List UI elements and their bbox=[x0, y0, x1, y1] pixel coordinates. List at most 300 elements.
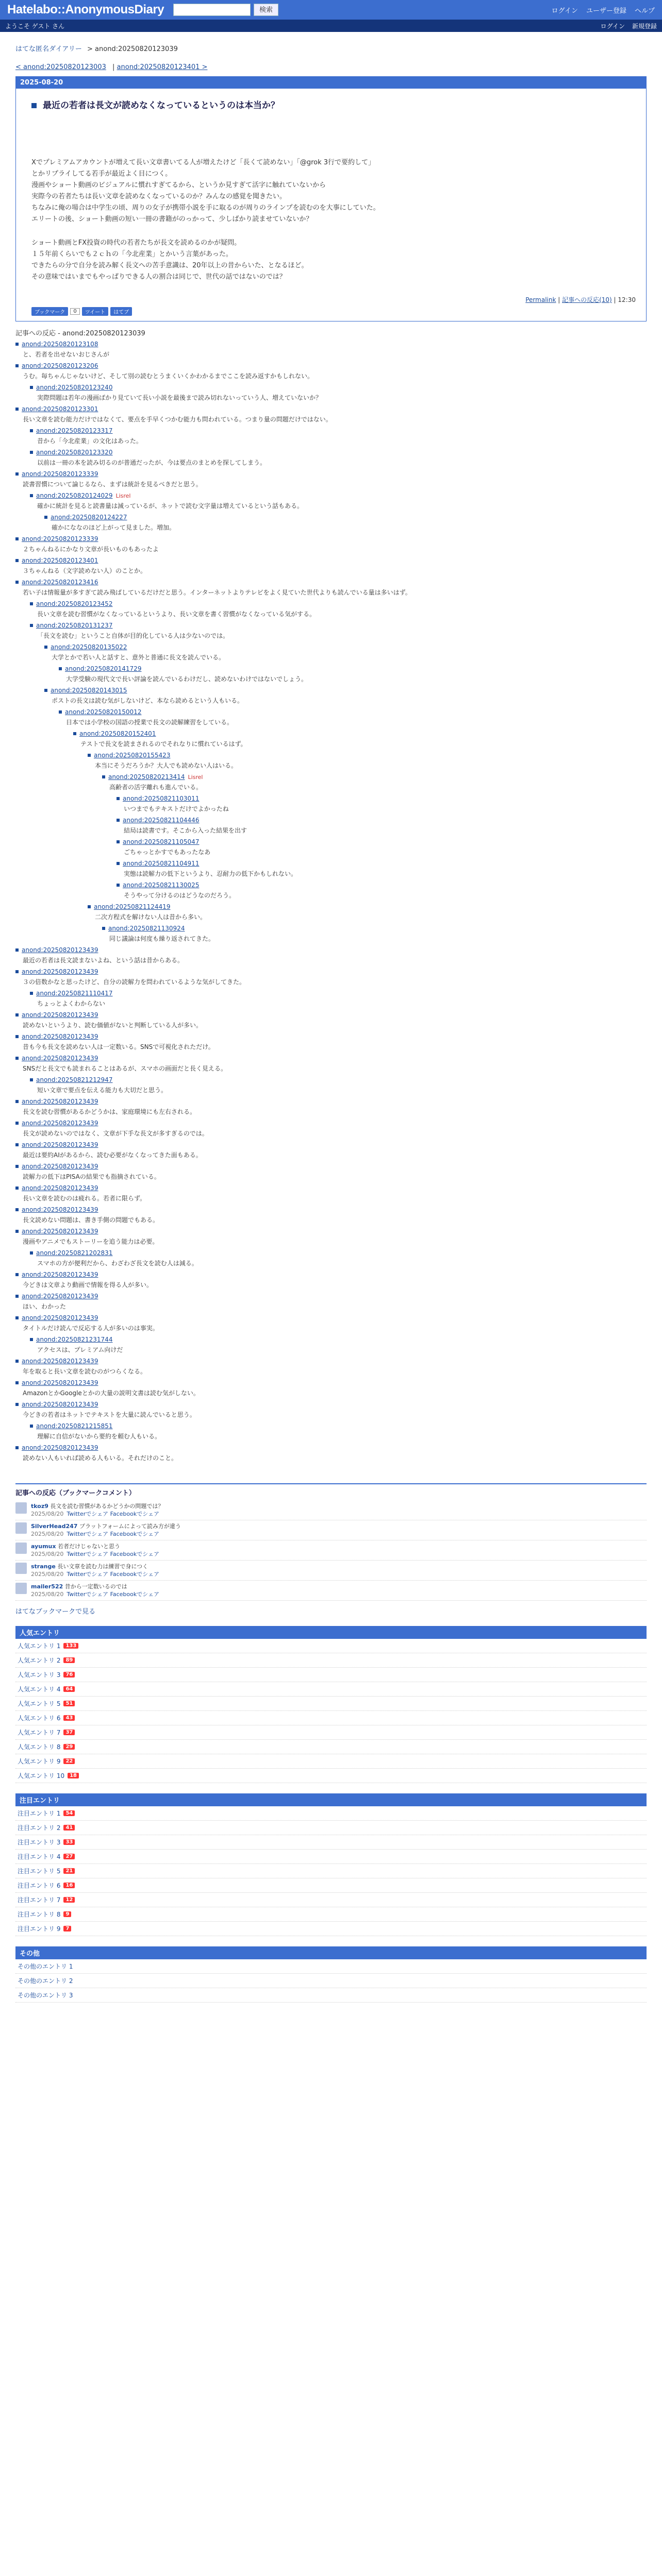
reply-link[interactable]: anond:20250820143015 bbox=[51, 687, 127, 694]
entry-paragraph bbox=[31, 225, 636, 238]
reply-item bbox=[15, 1141, 662, 1160]
popular-link[interactable]: 人気エントリ 2 bbox=[18, 1657, 61, 1664]
reply-link[interactable]: anond:20250821202831 bbox=[36, 1249, 113, 1257]
popular-item bbox=[15, 1769, 647, 1783]
reply-text: と、若者を出せないおじさんが bbox=[23, 351, 110, 358]
reply-header bbox=[59, 708, 662, 716]
popular-link[interactable]: 人気エントリ 5 bbox=[18, 1700, 61, 1707]
entry-paragraph: 漫画やショート動画のビジュアルに慣れすぎてるから、というか見すぎて活字に触れていないから bbox=[31, 181, 326, 189]
reply-header bbox=[15, 968, 662, 975]
reply-children bbox=[102, 773, 662, 900]
reply-item bbox=[15, 362, 662, 402]
reply-bullet-icon bbox=[117, 862, 120, 865]
reply-children bbox=[44, 643, 662, 943]
reply-text: 最近は要約AIがあるから、読む必要がなくなってきた面もある。 bbox=[23, 1151, 202, 1159]
reply-user[interactable]: Lisrel bbox=[115, 492, 131, 499]
reply-link[interactable]: anond:20250820123439 bbox=[22, 1098, 98, 1105]
bookmark-facebook-link[interactable]: Facebookでシェア bbox=[110, 1511, 160, 1517]
reply-item bbox=[15, 968, 662, 1008]
popular-link[interactable]: 人気エントリ 4 bbox=[18, 1686, 61, 1693]
reply-item bbox=[15, 1163, 662, 1181]
subnav-register[interactable]: 新規登録 bbox=[632, 22, 657, 30]
reply-bullet-icon bbox=[15, 581, 19, 584]
entry-body bbox=[31, 157, 636, 283]
reply-header bbox=[15, 341, 662, 348]
reply-item bbox=[15, 1314, 662, 1354]
reply-text: 確かにななのほど上がって見ました。増加。 bbox=[52, 524, 176, 531]
reply-link[interactable]: anond:20250820135022 bbox=[51, 643, 127, 651]
reply-link[interactable]: anond:20250820123439 bbox=[22, 1163, 98, 1170]
reply-item bbox=[15, 1011, 662, 1030]
reply-link[interactable]: anond:20250820123108 bbox=[22, 341, 98, 348]
bookmark-count-badge[interactable]: 41 bbox=[63, 1825, 75, 1831]
reply-link[interactable]: anond:20250821231744 bbox=[36, 1336, 113, 1343]
reply-text: SNSだと長文でも読まれることはあるが、スマホの画面だと長く見える。 bbox=[23, 1065, 227, 1072]
reply-item bbox=[15, 1206, 662, 1225]
misc-item bbox=[15, 1974, 647, 1988]
bookmark-row bbox=[15, 1500, 647, 1520]
popular-item bbox=[15, 1754, 647, 1769]
reply-header bbox=[15, 1055, 662, 1062]
welcome-text: ようこそ ゲスト さん bbox=[5, 22, 65, 30]
misc-title: その他 bbox=[15, 1946, 647, 1959]
bookmark-count-badge[interactable]: 22 bbox=[63, 1758, 75, 1764]
reply-header bbox=[15, 1293, 662, 1300]
reply-header bbox=[15, 1141, 662, 1148]
reply-link[interactable]: anond:20250820123439 bbox=[22, 1011, 98, 1019]
entry-date: 2025-08-20 bbox=[16, 77, 646, 89]
reply-bullet-icon bbox=[117, 884, 120, 887]
reply-header bbox=[15, 405, 662, 413]
bookmark-date: 2025/08/20 bbox=[31, 1531, 64, 1537]
reply-item bbox=[30, 1336, 662, 1354]
notable-link[interactable]: 注目エントリ 6 bbox=[18, 1882, 61, 1889]
bookmark-count-badge[interactable]: 27 bbox=[63, 1854, 75, 1859]
misc-link[interactable]: その他のエントリ 2 bbox=[18, 1977, 73, 1985]
trackback-link[interactable]: 記事への反応(10) bbox=[562, 296, 612, 303]
bookmark-count-badge[interactable]: 12 bbox=[63, 1897, 75, 1903]
notable-link[interactable]: 注目エントリ 9 bbox=[18, 1925, 61, 1933]
bookmark-twitter-link[interactable]: Twitterでシェア bbox=[67, 1571, 109, 1578]
title-bullet-icon bbox=[31, 103, 37, 108]
bookmark-count-badge[interactable]: 29 bbox=[63, 1744, 75, 1750]
bookmark-count-badge[interactable]: 64 bbox=[63, 1686, 75, 1692]
reply-bullet-icon bbox=[15, 1035, 19, 1038]
reply-link[interactable]: anond:20250821105047 bbox=[123, 838, 200, 845]
reply-bullet-icon bbox=[30, 1425, 33, 1428]
reply-children bbox=[30, 990, 662, 1008]
reply-item bbox=[102, 925, 662, 943]
reply-link[interactable]: anond:20250820123439 bbox=[22, 946, 98, 954]
bookmark-user[interactable]: ayumux bbox=[31, 1543, 56, 1550]
bookmark-twitter-link[interactable]: Twitterでシェア bbox=[67, 1531, 109, 1537]
popular-link[interactable]: 人気エントリ 10 bbox=[18, 1772, 65, 1780]
notable-link[interactable]: 注目エントリ 3 bbox=[18, 1839, 61, 1846]
reply-header bbox=[15, 946, 662, 954]
reply-link[interactable]: anond:20250821212947 bbox=[36, 1076, 113, 1083]
reply-text: 大学とかで若い人と話すと、意外と普通に長文を読んでいる。 bbox=[52, 654, 225, 661]
bookmark-count-badge[interactable]: 76 bbox=[63, 1672, 75, 1677]
reply-tree bbox=[15, 341, 662, 1463]
bookmark-count-badge[interactable]: 43 bbox=[63, 1715, 75, 1721]
reply-link[interactable]: anond:20250820123439 bbox=[22, 1120, 98, 1127]
reply-bullet-icon bbox=[30, 602, 33, 605]
bookmark-count-badge[interactable]: 9 bbox=[63, 1911, 71, 1917]
reply-text: 結局は読書です。そこから入った結果を出す bbox=[124, 827, 247, 834]
reply-link[interactable]: anond:20250820123439 bbox=[22, 1293, 98, 1300]
entry-paragraph: できたらの分で自分を読み解く長文への苦手意識は、20年以上の昔からいた、となるほど。 bbox=[31, 262, 308, 269]
bookmark-user[interactable]: SilverHead247 bbox=[31, 1523, 78, 1530]
bookmark-row bbox=[15, 1540, 647, 1561]
reply-header bbox=[117, 795, 662, 802]
bookmark-facebook-link[interactable]: Facebookでシェア bbox=[110, 1591, 160, 1598]
reply-link[interactable]: anond:20250821130025 bbox=[123, 882, 200, 889]
reply-text: 日本では小学校の国語の授業で長文の読解練習をしている。 bbox=[66, 719, 234, 726]
reply-bullet-icon bbox=[15, 1381, 19, 1384]
reply-link[interactable]: anond:20250820123439 bbox=[22, 1141, 98, 1148]
reply-header bbox=[44, 643, 662, 651]
reply-item bbox=[117, 817, 662, 835]
reply-text: AmazonとかGoogleとかの大量の説明文書は読む気がしない。 bbox=[23, 1389, 200, 1397]
reply-text: 昔も今も長文を読めない人は一定数いる。SNSで可視化されただけ。 bbox=[23, 1043, 214, 1050]
bookmark-more-link[interactable]: はてなブックマークで見る bbox=[15, 1608, 96, 1616]
bookmark-facebook-link[interactable]: Facebookでシェア bbox=[110, 1571, 160, 1578]
reply-header bbox=[30, 1249, 662, 1257]
entry-paragraph: 実際今の若者たちは長い文章を読めなくなっているのか？みんなの感覚を聞きたい。 bbox=[31, 193, 287, 200]
reply-bullet-icon bbox=[30, 1338, 33, 1341]
reply-text: うむ。毎ちゃんじゃないけど、そして別の読むとうまくいくかわかるまでここを読み返すかもしれない。 bbox=[23, 372, 314, 380]
reply-link[interactable]: anond:20250820131237 bbox=[36, 622, 113, 629]
reply-bullet-icon bbox=[30, 1078, 33, 1081]
popular-item bbox=[15, 1653, 647, 1668]
bookmark-count-badge[interactable]: 89 bbox=[63, 1657, 75, 1663]
reply-link[interactable]: anond:20250820123317 bbox=[36, 427, 113, 434]
reply-item bbox=[15, 405, 662, 467]
reply-link[interactable]: anond:20250820123439 bbox=[22, 1055, 98, 1062]
notable-item bbox=[15, 1806, 647, 1821]
notable-item bbox=[15, 1878, 647, 1893]
header-link-register[interactable]: ユーザー登録 bbox=[586, 7, 626, 15]
reply-link[interactable]: anond:20250821103011 bbox=[123, 795, 200, 802]
bookmark-date: 2025/08/20 bbox=[31, 1571, 64, 1578]
misc-entries bbox=[15, 1946, 647, 2003]
reply-link[interactable]: anond:20250820123206 bbox=[22, 362, 98, 369]
reply-link[interactable]: anond:20250820123439 bbox=[22, 1228, 98, 1235]
subnav-login[interactable]: ログイン bbox=[600, 22, 625, 30]
reply-text: ちょっとよくわからない bbox=[37, 1000, 106, 1007]
reply-item bbox=[117, 860, 662, 878]
bookmark-count-badge[interactable]: 54 bbox=[63, 1810, 75, 1816]
reply-item bbox=[44, 687, 662, 943]
popular-link[interactable]: 人気エントリ 6 bbox=[18, 1715, 61, 1722]
reply-item bbox=[15, 946, 662, 965]
reply-text: そうやって分けるのはどうなのだろう。 bbox=[124, 892, 236, 899]
reply-header bbox=[44, 687, 662, 694]
reply-header bbox=[30, 384, 662, 391]
search-input[interactable] bbox=[173, 4, 251, 16]
bookmark-user[interactable]: strange bbox=[31, 1563, 56, 1570]
reply-link[interactable]: anond:20250820123439 bbox=[22, 1206, 98, 1213]
reply-bullet-icon bbox=[15, 343, 19, 346]
permalink[interactable]: Permalink bbox=[525, 296, 556, 303]
reply-link[interactable]: anond:20250820123416 bbox=[22, 579, 98, 586]
reply-bullet-icon bbox=[117, 819, 120, 822]
notable-link[interactable]: 注目エントリ 7 bbox=[18, 1896, 61, 1904]
reply-link[interactable]: anond:20250821110417 bbox=[36, 990, 113, 997]
popular-item bbox=[15, 1725, 647, 1740]
reply-bullet-icon bbox=[15, 1187, 19, 1190]
reply-link[interactable]: anond:20250820123320 bbox=[36, 449, 113, 456]
reply-children bbox=[73, 730, 662, 943]
reply-text: ２ちゃんねるにかなり文章が長いものもあったよ bbox=[23, 546, 159, 553]
reply-link[interactable]: anond:20250820123439 bbox=[22, 968, 98, 975]
reply-children bbox=[30, 600, 662, 943]
next-entry-link[interactable]: anond:20250820123401 > bbox=[117, 63, 208, 71]
hatebu-button[interactable]: はてブ bbox=[110, 307, 132, 316]
reply-link[interactable]: anond:20250820123439 bbox=[22, 1314, 98, 1321]
reply-item bbox=[117, 882, 662, 900]
reply-text: 長い文章を読む習慣がなくなっているというより、長い文章を書く習慣がなくなっている気がする。 bbox=[37, 611, 316, 618]
avatar[interactable] bbox=[15, 1502, 27, 1514]
popular-link[interactable]: 人気エントリ 9 bbox=[18, 1758, 61, 1765]
bookmark-count-badge[interactable]: 18 bbox=[68, 1773, 79, 1778]
reply-link[interactable]: anond:20250820123439 bbox=[22, 1358, 98, 1365]
reply-text: 長文が読めないのではなく、文章が下手な長文が多すぎるのでは。 bbox=[23, 1130, 208, 1137]
notable-link[interactable]: 注目エントリ 1 bbox=[18, 1810, 61, 1817]
reply-header bbox=[15, 362, 662, 369]
reply-bullet-icon bbox=[15, 537, 19, 540]
reply-bullet-icon bbox=[44, 516, 47, 519]
popular-item bbox=[15, 1639, 647, 1653]
bookmark-count-badge[interactable]: 51 bbox=[63, 1701, 75, 1706]
pager-sep: | bbox=[112, 63, 115, 71]
reply-header bbox=[30, 1422, 662, 1430]
reply-header bbox=[117, 882, 662, 889]
reply-header bbox=[88, 903, 662, 910]
bookmark-text: 長い文章を読む力は練習で身につく bbox=[57, 1563, 148, 1570]
reply-link[interactable]: anond:20250820123439 bbox=[22, 1401, 98, 1408]
reply-link[interactable]: anond:20250821124419 bbox=[94, 903, 171, 910]
reply-text: 確かに統計を見ると読書量は減っているが、ネットで読む文字量は増えているという話もある。 bbox=[37, 502, 304, 510]
reply-link[interactable]: anond:20250820141729 bbox=[65, 665, 142, 672]
site-logo[interactable]: Hatelabo::AnonymousDiary bbox=[7, 3, 164, 16]
reply-header bbox=[44, 514, 662, 521]
reply-text: 短い文章で要点を伝える能力も大切だと思う。 bbox=[37, 1087, 168, 1094]
reply-bullet-icon bbox=[117, 840, 120, 843]
reply-link[interactable]: anond:20250820123339 bbox=[22, 535, 98, 543]
reply-link[interactable]: anond:20250820123439 bbox=[22, 1033, 98, 1040]
reply-link[interactable]: anond:20250820123439 bbox=[22, 1444, 98, 1451]
notable-link[interactable]: 注目エントリ 8 bbox=[18, 1911, 61, 1918]
entry-paragraph: その意味ではいまでもやっぱりできる人の割合は同じで、世代の話ではないのでは？ bbox=[31, 273, 286, 281]
misc-item bbox=[15, 1988, 647, 2003]
reply-link[interactable]: anond:20250820123240 bbox=[36, 384, 113, 391]
bookmark-text: 長文を読む習慣があるかどうかの問題では？ bbox=[50, 1503, 164, 1510]
reply-header bbox=[88, 752, 662, 759]
reply-link[interactable]: anond:20250820124227 bbox=[51, 514, 127, 521]
reply-header bbox=[15, 1228, 662, 1235]
reply-header bbox=[117, 838, 662, 845]
bookmark-row bbox=[15, 1520, 647, 1540]
bookmark-twitter-link[interactable]: Twitterでシェア bbox=[67, 1591, 109, 1598]
header-link-help[interactable]: ヘルプ bbox=[634, 7, 655, 15]
popular-link[interactable]: 人気エントリ 7 bbox=[18, 1729, 61, 1736]
entry-paragraph: １５年前くらいでも２ｃｈの「今北産業」とかいう言葉があった。 bbox=[31, 250, 233, 258]
reply-bullet-icon bbox=[15, 472, 19, 476]
bookmark-text: 昔から一定数いるのでは bbox=[64, 1583, 127, 1590]
reply-header bbox=[15, 535, 662, 543]
bookmark-comments-title: 記事への反応（ブックマークコメント） bbox=[15, 1489, 136, 1497]
bookmark-user[interactable]: mailer522 bbox=[31, 1583, 63, 1590]
bookmark-count-badge[interactable]: 37 bbox=[63, 1730, 75, 1735]
reply-link[interactable]: anond:20250821104911 bbox=[123, 860, 200, 867]
avatar[interactable] bbox=[15, 1543, 27, 1554]
reply-link[interactable]: anond:20250820124029 bbox=[36, 492, 113, 499]
reply-children bbox=[59, 708, 662, 943]
reply-header bbox=[30, 990, 662, 997]
bookmark-body bbox=[31, 1583, 159, 1598]
reply-item bbox=[88, 752, 662, 900]
reply-text: 実態は読解力の低下というより、忍耐力の低下かもしれない。 bbox=[124, 870, 297, 877]
avatar[interactable] bbox=[15, 1522, 27, 1534]
notable-link[interactable]: 注目エントリ 5 bbox=[18, 1868, 61, 1875]
popular-link[interactable]: 人気エントリ 1 bbox=[18, 1642, 61, 1650]
reply-header bbox=[59, 665, 662, 672]
reply-bullet-icon bbox=[73, 732, 76, 735]
bookmark-count-badge[interactable]: 16 bbox=[63, 1883, 75, 1888]
reply-link[interactable]: anond:20250820123439 bbox=[22, 1271, 98, 1278]
notable-link[interactable]: 注目エントリ 4 bbox=[18, 1853, 61, 1860]
reply-children bbox=[30, 1336, 662, 1354]
reply-item bbox=[30, 622, 662, 943]
bookmark-body bbox=[31, 1563, 159, 1578]
bookmark-user[interactable]: tkoz9 bbox=[31, 1503, 48, 1510]
bookmark-count-badge[interactable]: 33 bbox=[63, 1839, 75, 1845]
misc-item bbox=[15, 1959, 647, 1974]
reply-children bbox=[59, 665, 662, 684]
bookmark-button[interactable]: ブックマーク bbox=[31, 307, 68, 316]
misc-link[interactable]: その他のエントリ 1 bbox=[18, 1963, 73, 1970]
bookmark-count-badge[interactable]: 21 bbox=[63, 1868, 75, 1874]
reply-link[interactable]: anond:20250820123452 bbox=[36, 600, 113, 607]
search-button[interactable]: 検索 bbox=[254, 4, 278, 16]
reply-text: いつまでもテキストだけでよかったね bbox=[124, 805, 229, 812]
misc-link[interactable]: その他のエントリ 3 bbox=[18, 1992, 73, 1999]
reply-user[interactable]: Lisrel bbox=[188, 773, 203, 781]
reply-item bbox=[73, 730, 662, 943]
reply-children bbox=[30, 427, 662, 467]
reply-link[interactable]: anond:20250820123301 bbox=[22, 405, 98, 413]
entry-paragraph: Xでプレミアムアカウントが増えて長い文章書いてる人が増えたけど「長くて読めない」「@grok 3行で要約して」 bbox=[31, 159, 375, 166]
reply-header bbox=[30, 1336, 662, 1343]
reply-item bbox=[15, 1184, 662, 1203]
reply-header bbox=[15, 1271, 662, 1278]
prev-entry-link[interactable]: < anond:20250820123003 bbox=[15, 63, 106, 71]
reply-bullet-icon bbox=[59, 710, 62, 714]
reply-bullet-icon bbox=[15, 1446, 19, 1449]
reply-bullet-icon bbox=[15, 1165, 19, 1168]
reply-bullet-icon bbox=[30, 429, 33, 432]
bookmark-row bbox=[15, 1581, 647, 1601]
reply-item bbox=[30, 427, 662, 446]
reply-item bbox=[44, 514, 662, 532]
reply-item bbox=[15, 1271, 662, 1290]
reply-bullet-icon bbox=[59, 667, 62, 670]
bookmark-facebook-link[interactable]: Facebookでシェア bbox=[110, 1531, 160, 1537]
share-buttons bbox=[31, 307, 636, 316]
reply-bullet-icon bbox=[15, 1230, 19, 1233]
reply-bullet-icon bbox=[102, 775, 105, 778]
reply-bullet-icon bbox=[15, 408, 19, 411]
bookmark-count-badge[interactable]: 133 bbox=[63, 1643, 78, 1649]
reply-children bbox=[30, 1076, 662, 1095]
reply-bullet-icon bbox=[15, 1273, 19, 1276]
reply-text: 年を取ると長い文章を読むのがつらくなる。 bbox=[23, 1368, 147, 1375]
tweet-button[interactable]: ツイート bbox=[82, 307, 109, 316]
reply-text: 若い子は情報量が多すぎて読み飛ばしているだけだと思う。インターネットよりテレビをよく見ていた世代よりも読んでいる量は多いはず。 bbox=[23, 589, 411, 596]
notable-item bbox=[15, 1850, 647, 1864]
reply-header bbox=[117, 817, 662, 824]
reply-link[interactable]: anond:20250820123339 bbox=[22, 470, 98, 478]
reply-link[interactable]: anond:20250820123401 bbox=[22, 557, 98, 564]
reply-children bbox=[30, 1249, 662, 1268]
reply-item bbox=[30, 1249, 662, 1268]
reply-header bbox=[15, 1184, 662, 1192]
site-header bbox=[0, 0, 662, 20]
bookmark-body bbox=[31, 1543, 159, 1558]
avatar[interactable] bbox=[15, 1563, 27, 1574]
bookmark-twitter-link[interactable]: Twitterでシェア bbox=[67, 1551, 109, 1557]
popular-link[interactable]: 人気エントリ 8 bbox=[18, 1743, 61, 1751]
breadcrumb-root[interactable]: はてな匿名ダイアリー bbox=[15, 45, 82, 53]
popular-item bbox=[15, 1668, 647, 1682]
avatar[interactable] bbox=[15, 1583, 27, 1594]
reply-item bbox=[30, 600, 662, 619]
reply-item bbox=[15, 1444, 662, 1463]
reply-header bbox=[102, 925, 662, 932]
reply-link[interactable]: anond:20250820152401 bbox=[79, 730, 156, 737]
replies-label: 記事への反応 - anond:20250820123039 bbox=[15, 330, 145, 337]
bookmark-facebook-link[interactable]: Facebookでシェア bbox=[110, 1551, 160, 1557]
reply-bullet-icon bbox=[44, 689, 47, 692]
reply-header bbox=[15, 1206, 662, 1213]
entry-paragraph: ショート動画とFX投資の時代の若者たちが長文を読めるのかが疑問。 bbox=[31, 239, 241, 247]
reply-item bbox=[30, 449, 662, 467]
reply-bullet-icon bbox=[15, 1143, 19, 1146]
reply-link[interactable]: anond:20250820213414 bbox=[108, 773, 185, 781]
bookmark-twitter-link[interactable]: Twitterでシェア bbox=[67, 1511, 109, 1517]
reply-link[interactable]: anond:20250821130924 bbox=[108, 925, 185, 932]
reply-link[interactable]: anond:20250820123439 bbox=[22, 1184, 98, 1192]
notable-item bbox=[15, 1864, 647, 1878]
reply-item bbox=[117, 795, 662, 814]
reply-text: 昔から「今北産業」の文化はあった。 bbox=[37, 437, 142, 445]
reply-link[interactable]: anond:20250820155423 bbox=[94, 752, 171, 759]
reply-link[interactable]: anond:20250821215851 bbox=[36, 1422, 113, 1430]
reply-link[interactable]: anond:20250821104446 bbox=[123, 817, 200, 824]
reply-link[interactable]: anond:20250820150012 bbox=[65, 708, 142, 716]
reply-header bbox=[15, 1163, 662, 1170]
popular-link[interactable]: 人気エントリ 3 bbox=[18, 1671, 61, 1679]
bookmark-count-badge[interactable]: 7 bbox=[63, 1926, 71, 1931]
reply-bullet-icon bbox=[15, 1057, 19, 1060]
reply-link[interactable]: anond:20250820123439 bbox=[22, 1379, 98, 1386]
reply-bullet-icon bbox=[15, 1295, 19, 1298]
notable-link[interactable]: 注目エントリ 2 bbox=[18, 1824, 61, 1832]
breadcrumb bbox=[0, 32, 662, 56]
header-link-login[interactable]: ログイン bbox=[551, 7, 578, 15]
entry-title[interactable] bbox=[31, 98, 636, 111]
